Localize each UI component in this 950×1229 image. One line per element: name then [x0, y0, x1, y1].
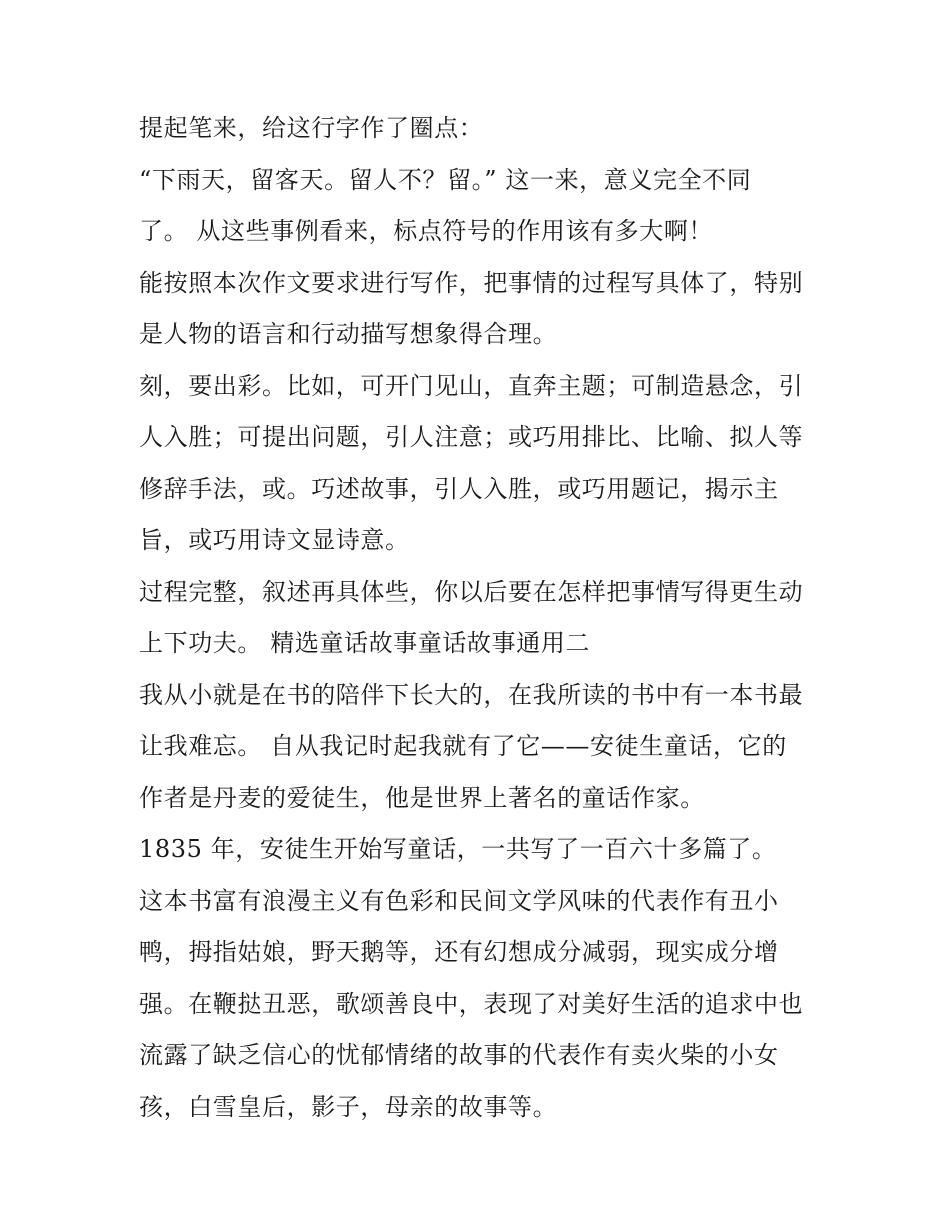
- text-line: 我从小就是在书的陪伴下长大的，在我所读的书中有一本书最: [139, 680, 804, 709]
- text-line: 了。 从这些事例看来，标点符号的作用该有多大啊！: [139, 217, 714, 245]
- text-line: 旨，或巧用诗文显诗意。: [139, 526, 410, 554]
- text-line: 这本书富有浪漫主义有色彩和民间文学风味的代表作有丑小: [139, 886, 779, 915]
- text-line: 修辞手法，或。巧述故事，引人入胜，或巧用题记，揭示主: [139, 474, 779, 503]
- text-line: 鸭，拇指姑娘，野天鹅等，还有幻想成分减弱，现实成分增: [139, 938, 779, 966]
- text-line: 流露了缺乏信心的忧郁情绪的故事的代表作有卖火柴的小女: [139, 1041, 779, 1069]
- text-line: “下雨天，留客天。留人不？留。” 这一来，意义完全不同: [139, 165, 752, 194]
- text-line: 作者是丹麦的爱徒生，他是世界上著名的童话作家。: [139, 783, 705, 812]
- text-line: 孩，白雪皇后，影子，母亲的故事等。: [139, 1092, 558, 1121]
- text-line: 能按照本次作文要求进行写作，把事情的过程写具体了，特别: [139, 268, 804, 297]
- text-line: 刻，要出彩。比如，可开门见山，直奔主题；可制造悬念，引: [139, 371, 804, 400]
- document-body: [139, 103, 829, 1133]
- text-line: 强。在鞭挞丑恶，歌颂善良中，表现了对美好生活的追求中也: [139, 989, 804, 1018]
- text-line: 是人物的语言和行动描写想象得合理。: [139, 320, 558, 348]
- text-line: 1835 年，安徒生开始写童话，一共写了一百六十多篇了。: [139, 835, 777, 863]
- text-line: 上下功夫。 精选童话故事童话故事通用二: [139, 629, 591, 657]
- text-line: 过程完整，叙述再具体些，你以后要在怎样把事情写得更生动: [139, 577, 804, 606]
- text-line: 人入胜；可提出问题，引人注意；或巧用排比、比喻、拟人等: [139, 423, 804, 451]
- text-line: 提起笔来，给这行字作了圈点：: [139, 114, 484, 142]
- text-line: 让我难忘。 自从我记时起我就有了它——安徒生童话，它的: [139, 732, 787, 760]
